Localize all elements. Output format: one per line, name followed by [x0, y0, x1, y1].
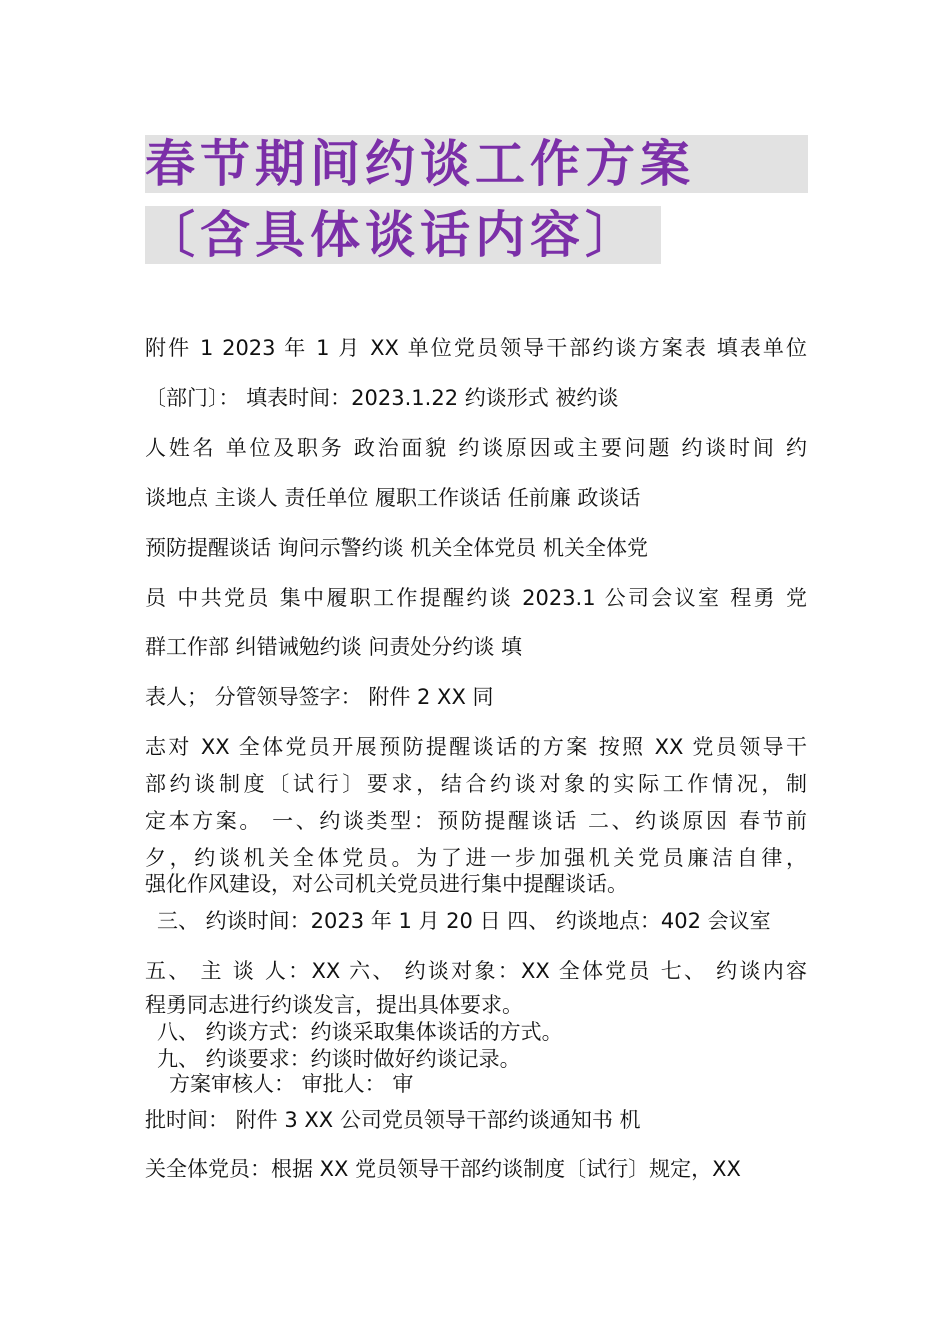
body-line: 强化作风建设，对公司机关党员进行集中提醒谈话。: [145, 872, 628, 896]
body-line: 员 中共党员 集中履职工作提醒约谈 2023.1 公司会议室 程勇 党: [145, 586, 807, 610]
body-line: 〔部门〕： 填表时间：2023.1.22 约谈形式 被约谈: [145, 386, 619, 410]
body-line: 程勇同志进行约谈发言，提出具体要求。: [145, 993, 523, 1017]
body-line: 表人； 分管领导签字： 附件 2 XX 同: [145, 685, 494, 709]
body-line: 九、 约谈要求：约谈时做好约谈记录。: [157, 1047, 521, 1071]
body-line: 附件 1 2023 年 1 月 XX 单位党员领导干部约谈方案表 填表单位: [145, 336, 807, 360]
body-line: 三、 约谈时间：2023 年 1 月 20 日 四、 约谈地点：402 会议室: [157, 909, 771, 933]
body-line: 定本方案。 一、约谈类型：预防提醒谈话 二、约谈原因 春节前: [145, 809, 807, 833]
document-title-line-2: 〔含具体谈话内容〕: [145, 206, 661, 264]
body-line: 部约谈制度〔试行〕要求，结合约谈对象的实际工作情况，制: [145, 772, 807, 796]
body-line: 批时间： 附件 3 XX 公司党员领导干部约谈通知书 机: [145, 1108, 641, 1132]
body-line: 关全体党员：根据 XX 党员领导干部约谈制度〔试行〕规定，XX: [145, 1157, 741, 1181]
body-line: 夕，约谈机关全体党员。为了进一步加强机关党员廉洁自律，: [145, 846, 807, 870]
body-line: 群工作部 纠错诫勉约谈 问责处分约谈 填: [145, 635, 523, 659]
body-line: 谈地点 主谈人 责任单位 履职工作谈话 任前廉 政谈话: [145, 486, 641, 510]
body-line: 志对 XX 全体党员开展预防提醒谈话的方案 按照 XX 党员领导干: [145, 735, 807, 759]
body-line: 方案审核人： 审批人： 审: [169, 1072, 414, 1096]
document-title-line-1: 春节期间约谈工作方案: [145, 135, 808, 193]
body-line: 五、 主 谈 人：XX 六、 约谈对象：XX 全体党员 七、 约谈内容: [145, 959, 807, 983]
body-line: 八、 约谈方式：约谈采取集体谈话的方式。: [157, 1020, 563, 1044]
body-line: 人姓名 单位及职务 政治面貌 约谈原因或主要问题 约谈时间 约: [145, 436, 807, 460]
body-line: 预防提醒谈话 询问示警约谈 机关全体党员 机关全体党: [145, 536, 649, 560]
